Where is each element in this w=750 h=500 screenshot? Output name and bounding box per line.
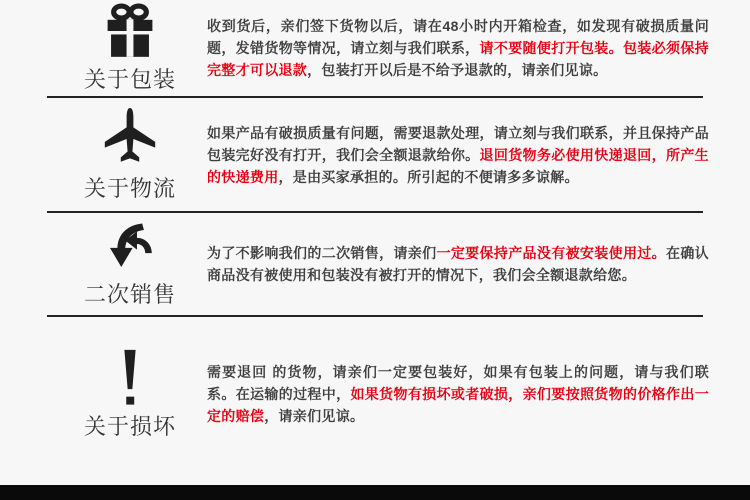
section-resale-title: 二次销售 (83, 281, 176, 307)
section-packaging (0, 0, 750, 96)
section-resale-paragraph: 为了不影响我们的二次销售，请亲们一定要保持产品没有被安装使用过。在确认商品没有被使用和包装没有被打开的情况下，我们会全额退款给您。 (207, 245, 709, 283)
section-damage-paragraph: 需要退回 的货物，请亲们一定要包装好，如果有包装上的问题，请与我们联系。在运输的过程中，如果货物有损坏或者破损，亲们要按照货物的价格作出一定的赔偿，请亲们见谅。 (207, 364, 710, 424)
section-resale (0, 213, 750, 315)
section-packaging-icon-block (70, 3, 190, 94)
section-logistics-paragraph: 如果产品有破损质量有问题，需要退款处理，请立刻与我们联系，并且保持产品包装完好没有打开，我们会全额退款给你。退回货物务必使用快递退回，所产生的快递费用，是由买家承担的。所引起的不便请多多谅解。 (207, 124, 709, 185)
section-damage-icon-block (70, 348, 190, 441)
gift-box-icon (99, 3, 161, 59)
section-packaging-paragraph: 收到货后，亲们签下货物以后，请在48小时内开箱检查，如发现有破损质量问题，发错货物等情况，请立刻与我们联系，请不要随便打开包装。包装必须保持完整才可以退款，包装打开以后是不给予退款的，请亲们见谅。 (207, 18, 709, 78)
return-arrows-icon (102, 220, 158, 274)
section-packaging-title: 关于包装 (83, 66, 176, 92)
section-logistics-title: 关于物流 (83, 176, 176, 201)
airplane-icon (99, 106, 161, 168)
bottom-black-bar (0, 485, 750, 500)
exclamation-icon (119, 348, 141, 406)
section-logistics (0, 98, 750, 211)
section-damage-title: 关于损坏 (83, 413, 176, 439)
section-logistics-icon-block (70, 106, 190, 203)
section-resale-icon-block (70, 220, 190, 309)
section-damage (0, 317, 750, 485)
